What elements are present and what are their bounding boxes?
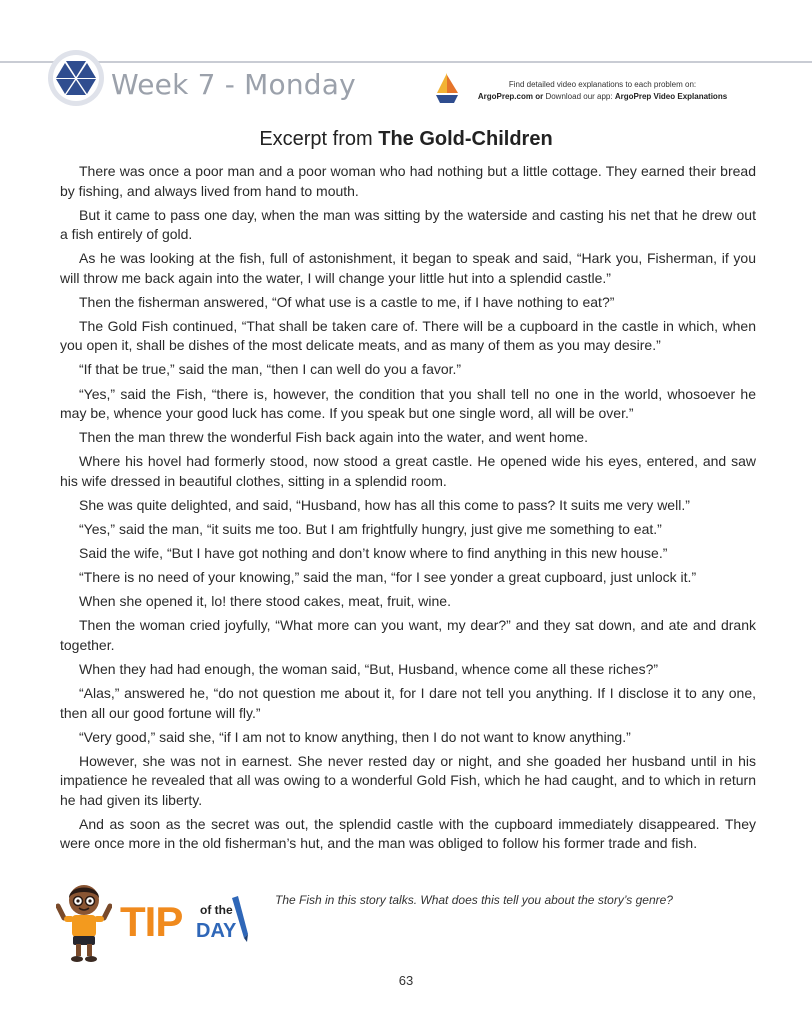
story-paragraph: Then the woman cried joyfully, “What more can you want, my dear?” and they sat down, and ate and drank together. (60, 617, 756, 653)
story-title: The Gold-Children (378, 128, 553, 150)
story-paragraph: Where his hovel had formerly stood, now stood a great castle. He opened wide his eyes, entered, and saw his wife dressed in beautiful clothes, sitting in a splendid room. (60, 453, 756, 489)
story-text (60, 162, 756, 858)
info-line-2 (465, 91, 740, 103)
argoprep-site-link[interactable]: ArgoPrep.com (477, 92, 533, 101)
info-line-1: Find detailed video explanations to each problem on: (508, 80, 697, 89)
story-paragraph: “Alas,” answered he, “do not question me about it, for I dare not tell you anything. If I disclose it to any one, then all our good fortune will fly.” (60, 685, 756, 721)
argoprep-app-name: ArgoPrep Video Explanations (614, 92, 728, 101)
story-paragraph: Then the fisherman answered, “Of what use is a castle to me, if I have nothing to eat?” (79, 293, 615, 310)
tip-of-the-day-badge (120, 894, 250, 944)
tip-of-the-text: of the (200, 903, 233, 917)
story-paragraph: “Yes,” said the man, “it suits me too. But I am frightfully hungry, just give me something to eat.” (79, 520, 662, 537)
info-or: or (535, 92, 544, 101)
story-paragraph: “Yes,” said the Fish, “there is, however, the condition that you shall tell no one in the world, whosoever he may be, whence your good luck has come. If you speak but one single word, all will be over.” (60, 385, 756, 422)
header-rule (0, 61, 812, 63)
story-paragraph: But it came to pass one day, when the man was sitting by the waterside and casting his net that he drew out a fish entirely of gold. (60, 206, 756, 243)
story-paragraph: When they had had enough, the woman said, “But, Husband, whence come all these riches?” (79, 660, 659, 677)
excerpt-prefix: Excerpt from (259, 128, 373, 150)
week-logo-icon (48, 50, 104, 106)
page-number: 63 (398, 973, 414, 988)
tip-question: The Fish in this story talks. What does this tell you about the story’s genre? (275, 893, 673, 907)
story-paragraph: Said the wife, “But I have got nothing and don’t know where to find anything in this new house.” (79, 545, 668, 562)
argoprep-logo-icon (434, 73, 460, 105)
kid-mascot-icon (56, 880, 112, 964)
excerpt-title (0, 128, 812, 151)
story-paragraph: Then the man threw the wonderful Fish back again into the water, and went home. (79, 429, 588, 446)
tip-big-text: TIP (120, 898, 183, 944)
story-paragraph: There was once a poor man and a poor woman who had nothing but a little cottage. They earned their bread by fishing, and always lived from hand to mouth. (60, 163, 756, 199)
story-paragraph: And as soon as the secret was out, the splendid castle with the cupboard immediately disappeared. They were once more in the old fisherman’s hut, and the man was obliged to follow his former trade and fish. (60, 815, 756, 852)
tip-day-text: DAY (196, 920, 237, 942)
info-download: Download our app: (545, 92, 613, 101)
story-paragraph: She was quite delighted, and said, “Husband, how has all this come to pass? It suits me very well.” (79, 496, 690, 513)
story-paragraph: When she opened it, lo! there stood cakes, meat, fruit, wine. (79, 593, 451, 610)
week-title: Week 7 - Monday (111, 68, 356, 101)
story-paragraph: “If that be true,” said the man, “then I can well do you a favor.” (79, 361, 462, 378)
story-paragraph: The Gold Fish continued, “That shall be taken care of. There will be a cupboard in the castle in which, when you open it, shall be dishes of the most delicate meats, and as many of them as you may desire.” (60, 317, 756, 354)
story-paragraph: As he was looking at the fish, full of astonishment, it began to speak and said, “Hark you, Fisherman, if you will throw me back again into the water, I will change your little hut into a splendid castle.” (60, 250, 756, 286)
story-paragraph: However, she was not in earnest. She never rested day or night, and she goaded her husband until in his impatience he revealed that all was owing to a wonderful Gold Fish, which he had caught, and to which in return he had given its liberty. (60, 752, 756, 808)
video-explanations-info (465, 79, 740, 103)
story-paragraph: “There is no need of your knowing,” said the man, “for I see yonder a great cupboard, just unlock it.” (79, 569, 697, 586)
story-paragraph: “Very good,” said she, “if I am not to know anything, then I do not want to know anything.” (79, 728, 631, 745)
